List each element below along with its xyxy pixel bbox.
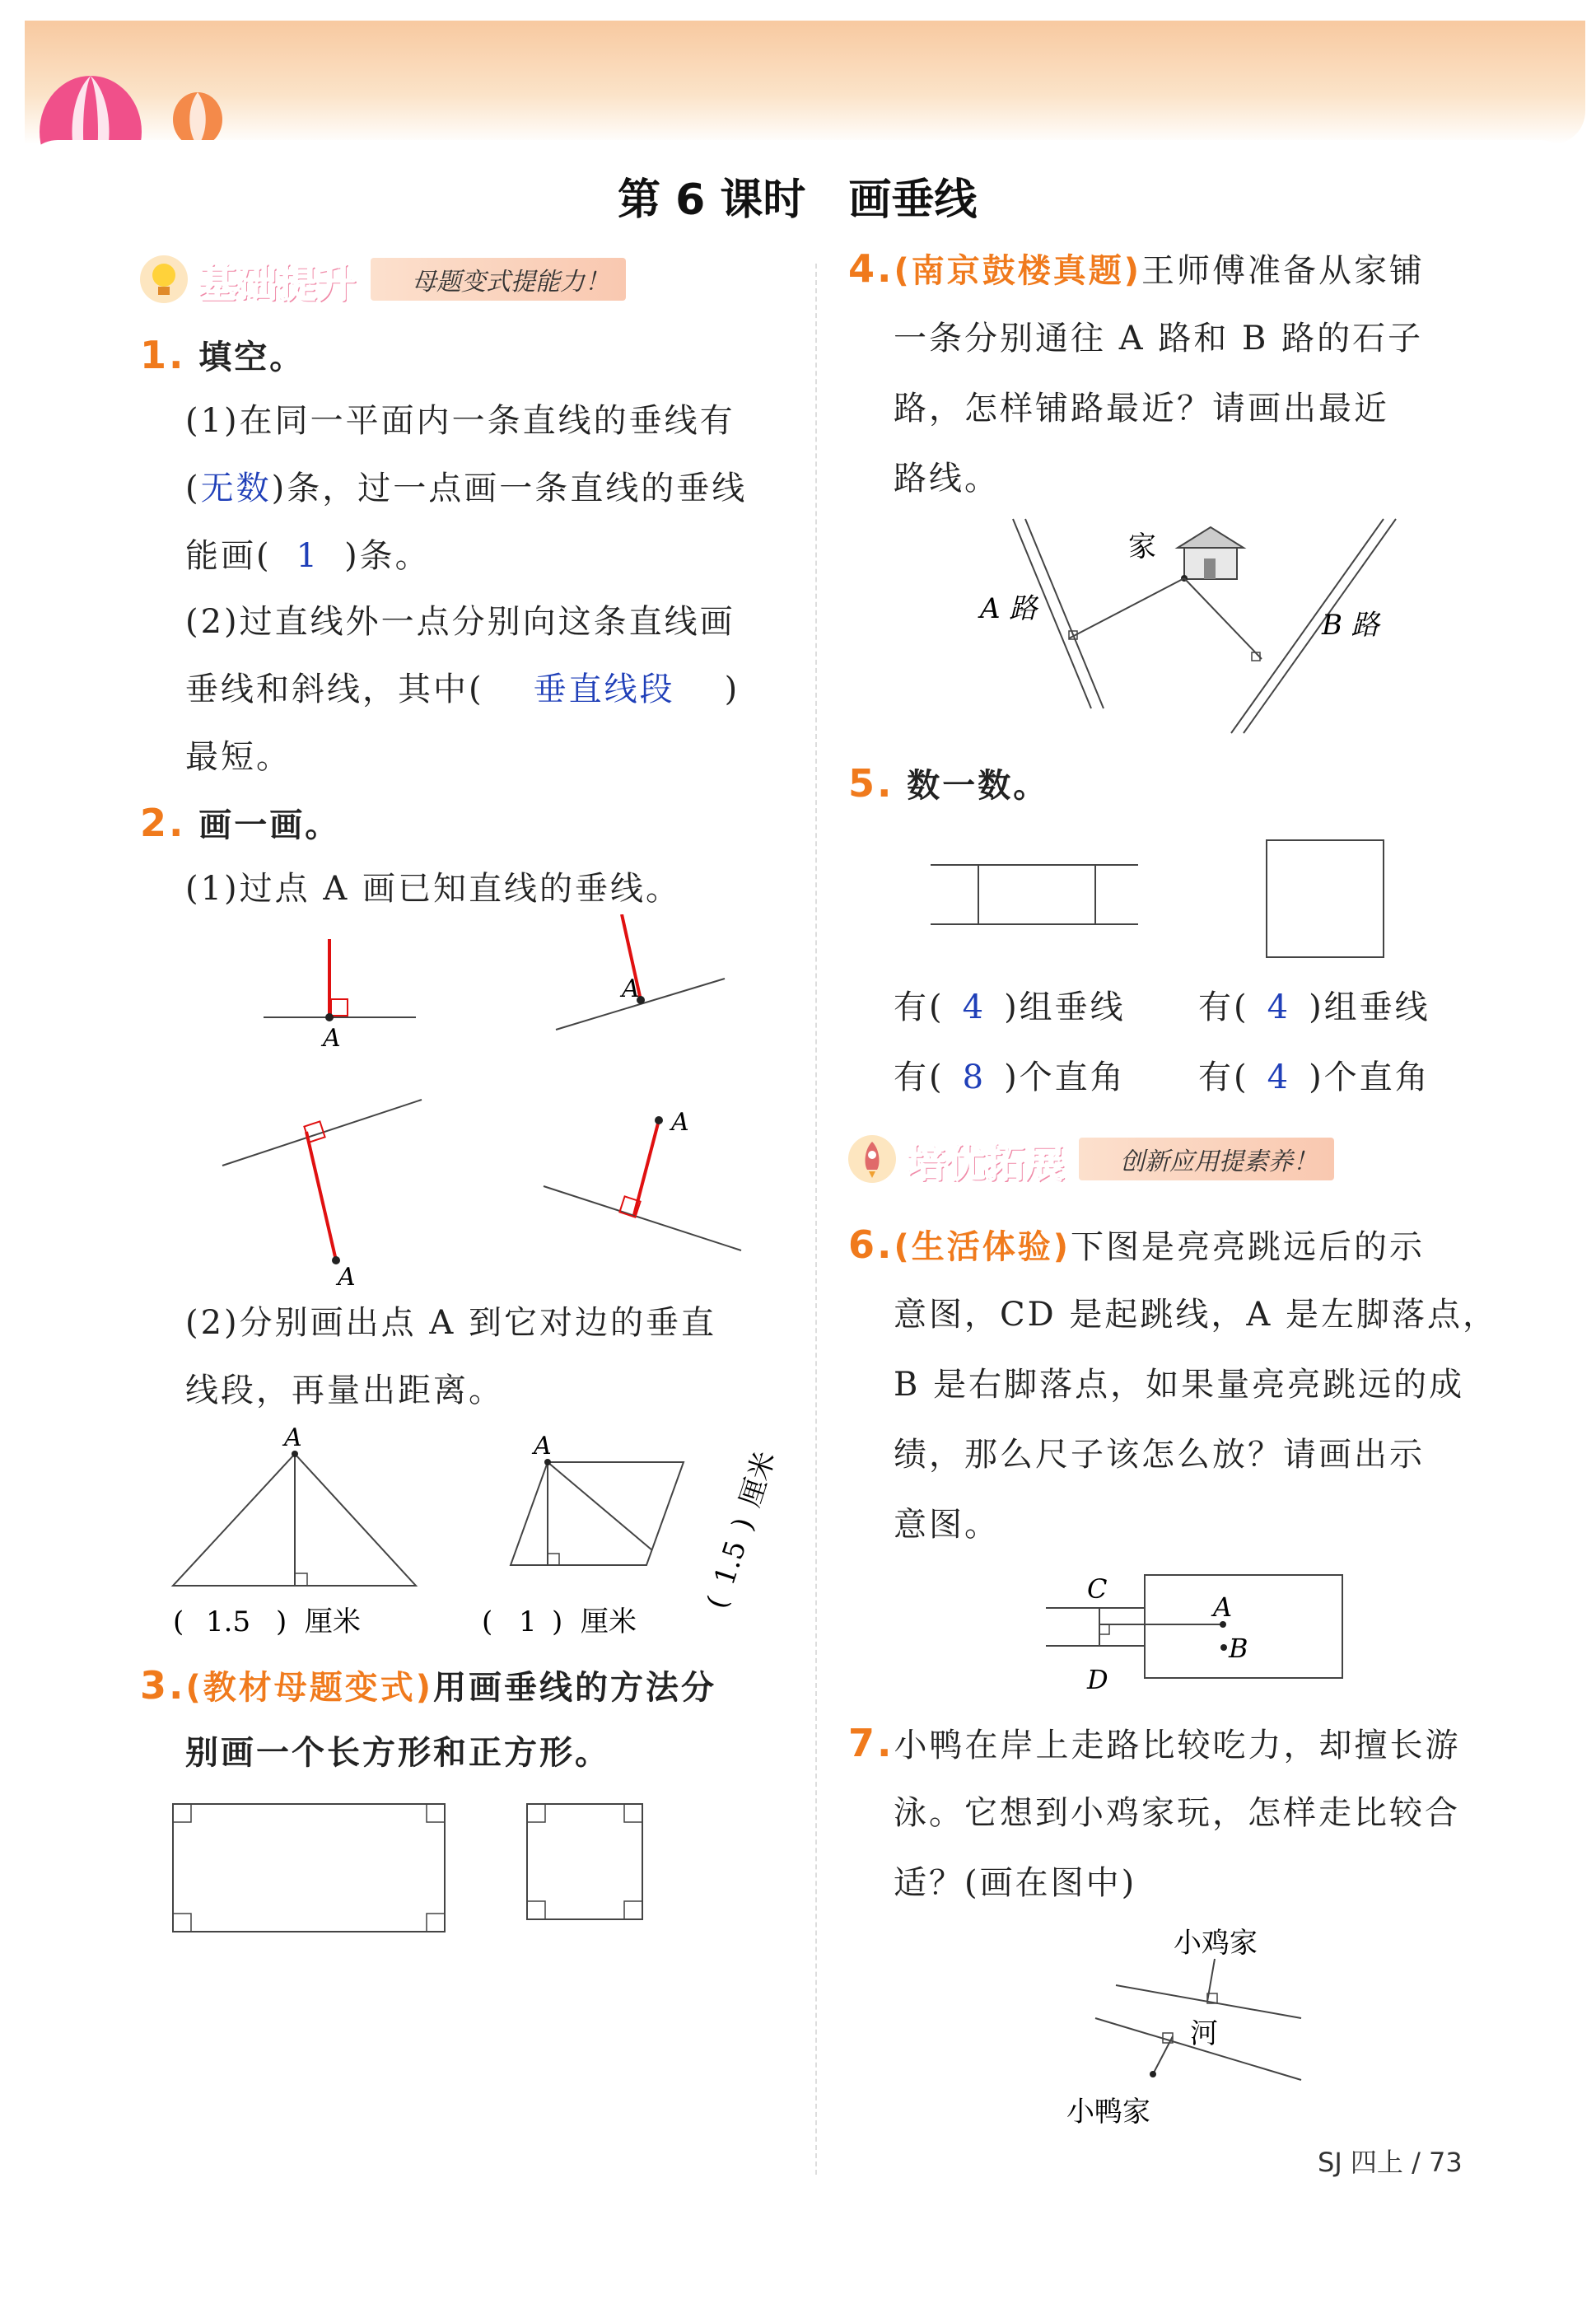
text: 有( [894,988,945,1026]
q5-row2 [894,1044,1126,1111]
q7-river-diagram [1054,1928,1326,2142]
q5-answer-right-angles-2: 4 [1267,1059,1291,1096]
home-label: 家 [1128,530,1156,563]
q2-heading [140,789,340,859]
q2-title: 画一画。 [198,806,341,844]
q6-number: 6. [848,1222,894,1267]
page-title: 第 6 课时 画垂线 [618,175,978,225]
q6-line5: 意图。 [894,1506,1000,1544]
q6-source: (生活体验) [894,1228,1071,1266]
point-label-a: A [323,1024,341,1053]
q2-perpendicular-diagrams [206,914,782,1293]
q6-line4: 绩，那么尺子该怎么放？请画出示 [894,1436,1425,1474]
point-label-b: B [1229,1633,1248,1664]
text: )条。 [344,537,431,575]
q1-answer-perpendicular-segment: 垂直线段 [533,671,675,708]
q6-line2: 意图，CD 是起跳线，A 是左脚落点， [894,1296,1498,1334]
q1-number: 1. [140,333,186,377]
text: 有( [1198,1059,1249,1096]
point-label-a: A [338,1263,356,1292]
section-header-basic [140,247,626,311]
text: )个直角 [1004,1059,1126,1096]
house-icon [1178,527,1244,579]
q1-heading [140,321,305,391]
q5-title: 数一数。 [907,767,1049,805]
point-label-a: A [534,1432,552,1460]
q4-line4: 路线。 [894,460,1000,498]
text: ) [724,671,740,708]
q2-p1: (1)过点 A 画已知直线的垂线。 [185,870,681,908]
q5-number: 5. [848,761,894,806]
text: 有( [1198,988,1249,1026]
q1-p2-line1: (2)过直线外一点分别向这条直线画 [185,603,735,641]
point-label-a: A [622,974,640,1003]
point-label-c: C [1087,1573,1108,1605]
rocket-icon [848,1135,896,1183]
triangle-distance-answer: 1.5 [206,1605,251,1638]
para-paren: ) [726,1513,761,1535]
q1-p1-line3 [185,522,431,590]
q2-p2-line2: 线段，再量出距离。 [185,1372,504,1409]
q6-long-jump-diagram [1038,1565,1351,1697]
parallelogram-distance-answer: 1 [519,1605,537,1638]
q4-line3: 路，怎样铺路最近？请画出最近 [894,390,1389,428]
section-title: 培优拓展 [906,1139,1065,1186]
text: )组垂线 [1004,988,1126,1026]
point-label-a: A [284,1425,302,1452]
text: )组垂线 [1309,988,1430,1026]
chick-home-label: 小鸡家 [1174,1928,1258,1960]
header-band [25,21,1585,144]
q3-source: (教材母题变式) [185,1669,434,1707]
q7-text: 小鸭在岸上走路比较吃力，却擅长游 [894,1727,1461,1764]
q7-line2: 泳。它想到小鸡家玩，怎样走比较合 [894,1794,1460,1832]
page-number: SJ 四上 / 73 [1318,2147,1463,2178]
q4-line2: 一条分别通往 A 路和 B 路的石子 [894,320,1424,358]
q1-p2-line2 [185,656,740,723]
q6-text: 下图是亮亮跳远后的示 [1071,1228,1426,1266]
q3-line1 [140,1652,716,1722]
q7-number: 7. [848,1721,894,1765]
text: 有( [894,1059,945,1096]
section-header-advanced [848,1127,1334,1191]
q5-answer-perp-groups-2: 4 [1267,988,1291,1026]
q2-distance-diagrams [165,1425,791,1647]
q6-line1 [848,1211,1425,1281]
q3-text: 用画垂线的方法分 [433,1669,717,1707]
paren-open: ( [185,470,201,507]
q4-number: 4. [848,246,894,291]
q5-row1 [894,974,1126,1041]
q2-number: 2. [140,801,186,845]
q7-line1 [848,1709,1460,1779]
text: 能画( [185,537,272,575]
column-divider [815,264,817,2175]
q1-title: 填空。 [198,339,306,376]
parallelogram-unit-2: 厘米 [733,1447,782,1512]
tri-paren: ( [173,1605,184,1638]
tri-paren: ) [276,1605,287,1638]
section-tagline: 创新应用提素养！ [1079,1138,1334,1180]
point-label-a: A [1213,1591,1233,1623]
q4-roads-diagram [955,511,1416,741]
q1-p1-line2 [185,455,747,522]
q3-number: 3. [140,1663,186,1708]
q1-answer-one: 1 [296,537,320,575]
text: 垂线和斜线，其中( [185,671,484,708]
road-a-label: A 路 [980,592,1038,625]
q6-line3: B 是右脚落点，如果量亮亮跳远的成 [894,1366,1465,1404]
point-label-a: A [671,1108,689,1137]
duck-home-label: 小鸭家 [1066,2096,1150,2129]
q4-text: 王师傅准备从家铺 [1141,252,1426,290]
parallelogram-distance-answer-2: 1.5 [707,1536,754,1590]
river-label: 河 [1190,2017,1218,2050]
para-paren: ) [552,1605,563,1638]
triangle-unit: 厘米 [305,1605,361,1638]
q5-heading [848,750,1048,820]
q1-p1-line1: (1)在同一平面内一条直线的垂线有 [185,402,735,440]
q5-answer-right-angles-1: 8 [962,1059,987,1096]
para-paren: ( [700,1591,735,1613]
q5-shapes [922,832,1400,964]
parallelogram-unit: 厘米 [581,1605,637,1638]
text: )个直角 [1309,1059,1430,1096]
q7-line3: 适？(画在图中) [894,1864,1137,1902]
q5-row2b [1198,1044,1430,1111]
q5-answer-perp-groups-1: 4 [962,988,987,1026]
q5-row1b [1198,974,1430,1041]
para-paren: ( [482,1605,493,1638]
section-title: 基础提升 [198,259,357,306]
q3-line2: 别画一个长方形和正方形。 [185,1734,610,1772]
point-label-d: D [1087,1664,1108,1695]
lightbulb-icon [140,255,188,303]
q1-p2-line3: 最短。 [185,738,292,776]
q4-line1 [848,235,1425,305]
q4-source: (南京鼓楼真题) [894,252,1142,290]
q3-rectangle-and-square [165,1796,659,1944]
q1-answer-infinite: 无数 [200,470,272,507]
text: )条，过一点画一条直线的垂线 [271,470,748,507]
road-b-label: B 路 [1322,609,1379,642]
q2-p2-line1: (2)分别画出点 A 到它对边的垂直 [185,1304,716,1342]
section-tagline: 母题变式提能力！ [371,258,626,301]
